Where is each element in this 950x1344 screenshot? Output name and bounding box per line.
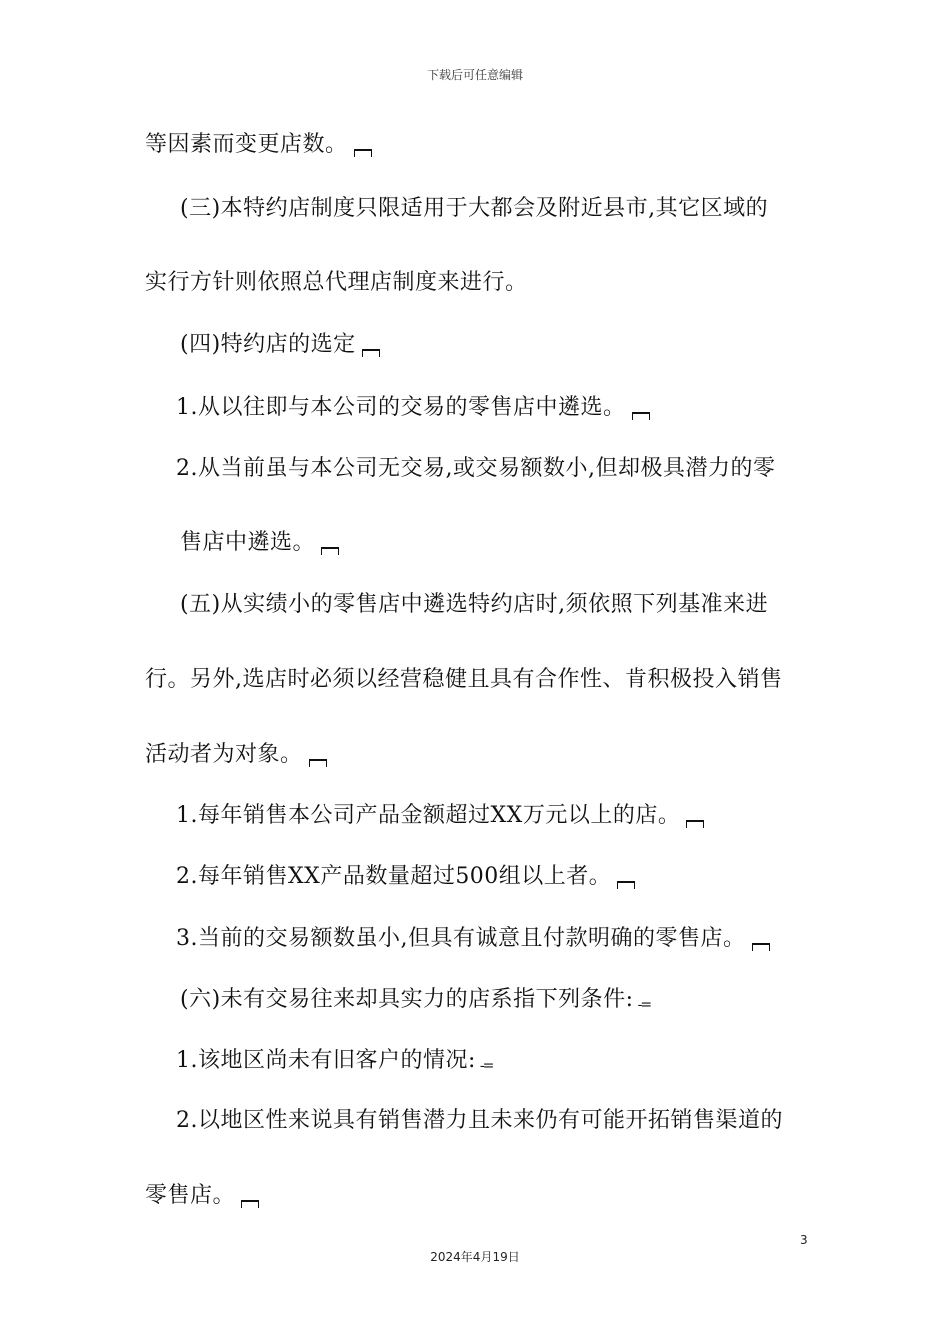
line-text: 2.每年销售XX产品数量超过500组以上者。 <box>176 864 612 889</box>
line-text: 2.从当前虽与本公司无交易,或交易额数小,但却极具潜力的零 <box>176 456 776 481</box>
text-line <box>145 665 783 695</box>
line-text: 等因素而变更店数。 <box>145 132 348 157</box>
text-line <box>176 1106 783 1136</box>
paragraph-mark-icon <box>354 149 372 157</box>
paragraph-mark-icon <box>309 759 327 767</box>
text-line <box>145 740 327 770</box>
text-line <box>180 985 650 1020</box>
text-line <box>176 862 635 892</box>
text-line <box>176 924 770 954</box>
text-line <box>180 528 339 558</box>
equals-mark-icon: -= <box>479 1058 493 1074</box>
line-text: (三)本特约店制度只限适用于大都会及附近县市,其它区域的 <box>180 196 769 221</box>
line-text: (五)从实绩小的零售店中遴选特约店时,须依照下列基准来进 <box>180 592 769 617</box>
text-line <box>176 1046 492 1081</box>
text-line <box>180 194 768 224</box>
page-footer-date: 2024年4月19日 <box>430 1250 520 1264</box>
text-line <box>145 1181 259 1211</box>
paragraph-mark-icon <box>752 943 770 951</box>
page-number: 3 <box>800 1233 808 1247</box>
line-text: 1.从以往即与本公司的交易的零售店中遴选。 <box>176 395 626 420</box>
paragraph-mark-icon <box>632 412 650 420</box>
line-text: 零售店。 <box>145 1183 236 1208</box>
line-text: (六)未有交易往来却具实力的店系指下列条件: <box>180 987 634 1012</box>
equals-mark-icon: -= <box>637 997 651 1013</box>
text-line <box>180 590 768 620</box>
line-text: 1.该地区尚未有旧客户的情况: <box>176 1048 476 1073</box>
line-text: 活动者为对象。 <box>145 742 303 767</box>
paragraph-mark-icon <box>241 1200 259 1208</box>
text-line <box>145 130 372 160</box>
line-text: 2.以地区性来说具有销售潜力且未来仍有可能开拓销售渠道的 <box>176 1108 783 1133</box>
paragraph-mark-icon <box>321 547 339 555</box>
text-line <box>145 268 528 298</box>
paragraph-mark-icon <box>362 349 380 357</box>
line-text: 实行方针则依照总代理店制度来进行。 <box>145 270 528 295</box>
text-line <box>180 330 380 360</box>
line-text: (四)特约店的选定 <box>180 332 356 357</box>
line-text: 3.当前的交易额数虽小,但具有诚意且付款明确的零售店。 <box>176 926 746 951</box>
paragraph-mark-icon <box>617 881 635 889</box>
line-text: 1.每年销售本公司产品金额超过XX万元以上的店。 <box>176 803 681 828</box>
paragraph-mark-icon <box>686 820 704 828</box>
page-header: 下载后可任意编辑 <box>426 68 523 82</box>
text-line <box>176 801 704 831</box>
line-text: 行。另外,选店时必须以经营稳健且具有合作性、肯积极投入销售 <box>145 667 783 692</box>
text-line <box>176 393 650 423</box>
text-line <box>176 454 775 484</box>
line-text: 售店中遴选。 <box>180 530 316 555</box>
